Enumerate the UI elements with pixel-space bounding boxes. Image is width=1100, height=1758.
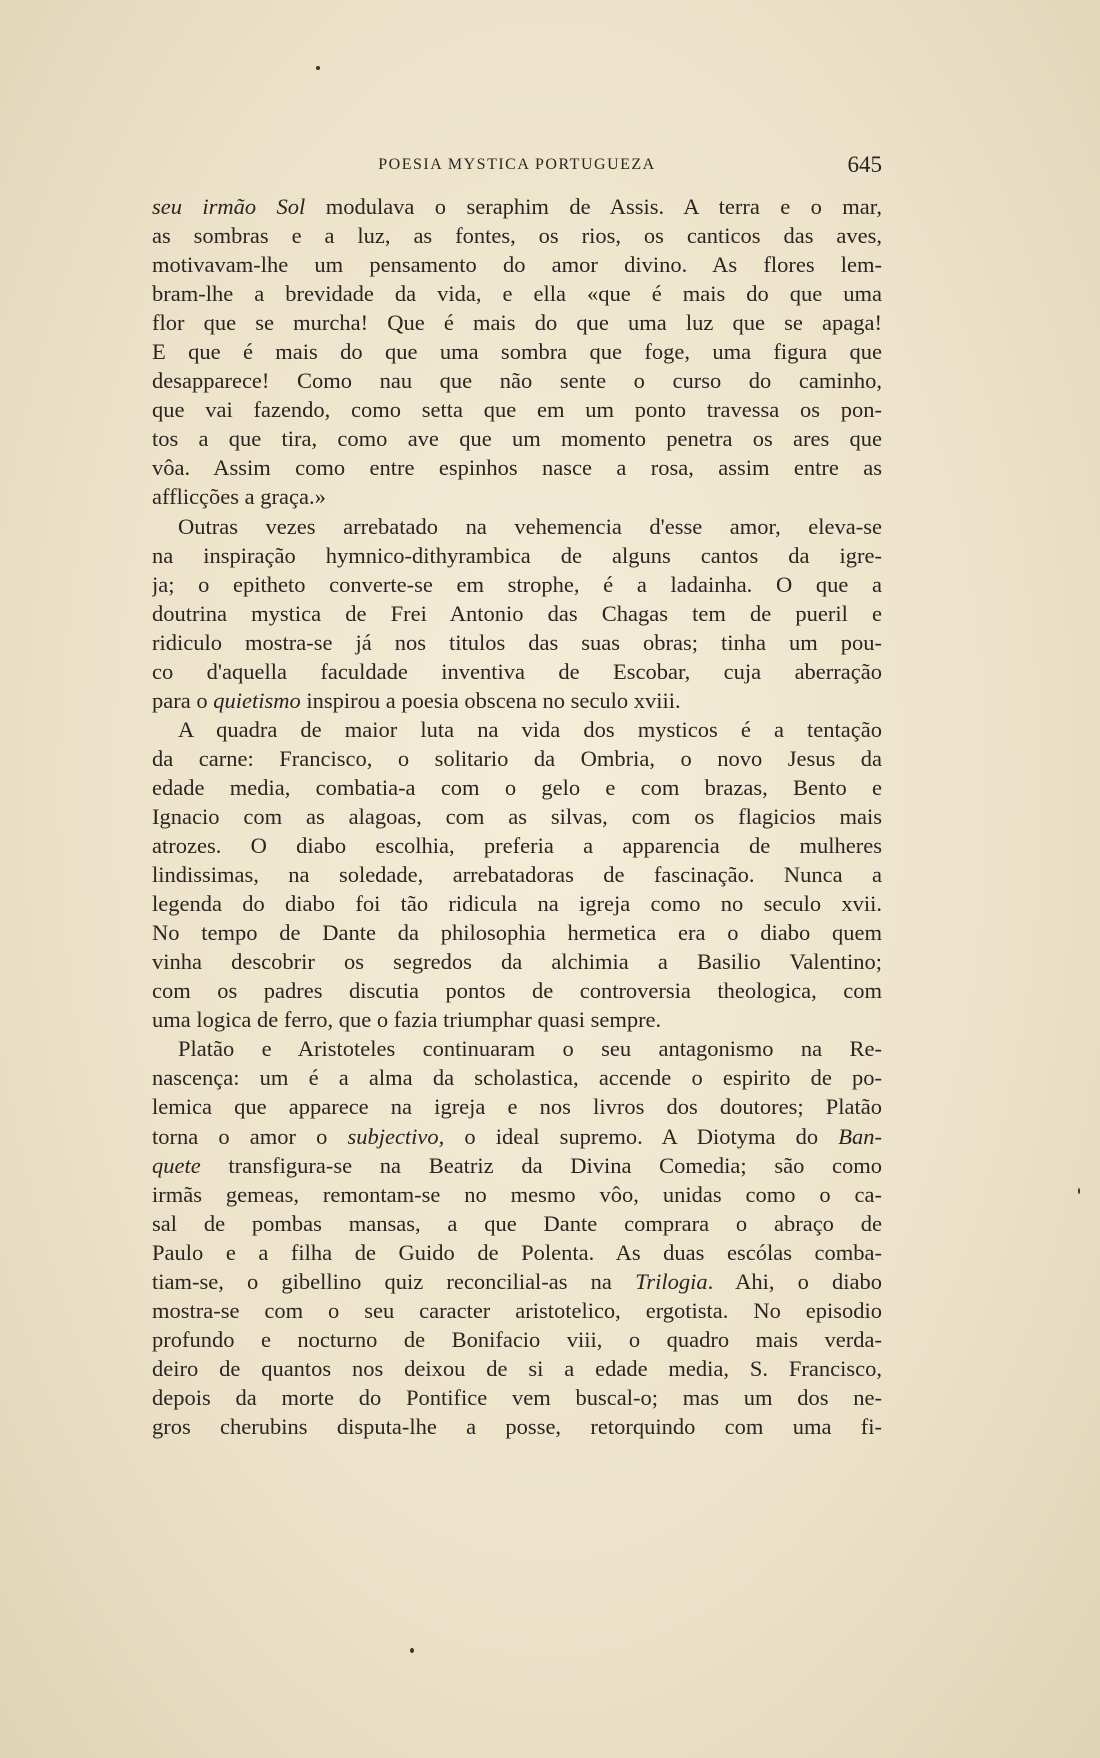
text-segment: na inspiração hymnico-dithyrambica de alguns cantos da igre- [152,542,882,568]
text-line [152,1151,882,1180]
text-segment: gros cherubins disputa-lhe a posse, retorquindo com uma fi- [152,1413,882,1439]
italic-text: Trilogia [635,1268,708,1294]
text-segment: profundo e nocturno de Bonifacio viii, o quadro mais verda- [152,1326,882,1352]
text-line [152,686,882,715]
text-line [152,512,882,541]
text-segment: atrozes. O diabo escolhia, preferia a apparencia de mulheres [152,833,882,859]
text-segment: inspirou a poesia obscena no seculo xviii. [300,687,681,713]
text-segment: as sombras e a luz, as fontes, os rios, os canticos das aves, [152,223,882,249]
text-segment: ridiculo mostra-se já nos titulos das suas obras; tinha um pou- [152,629,882,655]
text-line [152,889,882,918]
text-segment: afflicções a graça.» [152,484,326,510]
text-line [152,1209,882,1238]
text-segment: desapparece! Como nau que não sente o curso do caminho, [152,368,882,394]
text-segment: nascença: um é a alma da scholastica, accende o espirito de po- [152,1065,882,1091]
text-segment: Platão e Aristoteles continuaram o seu antagonismo na Re- [178,1036,882,1062]
text-segment: ja; o epitheto converte-se em strophe, é a ladainha. O que a [152,571,882,597]
text-line [152,1180,882,1209]
text-line [152,773,882,802]
text-segment: que vai fazendo, como setta que em um ponto travessa os pon- [152,397,882,423]
text-segment: bram-lhe a brevidade da vida, e ella «que é mais do que uma [152,281,882,307]
text-segment: co d'aquella faculdade inventiva de Escobar, cuja aberração [152,658,882,684]
text-line [152,1325,882,1354]
text-line [152,599,882,628]
text-segment: lindissimas, na soledade, arrebatadoras de fascinação. Nunca a [152,862,882,888]
text-line [152,1063,882,1092]
text-segment: vôa. Assim como entre espinhos nasce a rosa, assim entre as [152,455,882,481]
text-line [152,570,882,599]
text-segment: legenda do diabo foi tão ridicula na igreja como no seculo xvii. [152,891,882,917]
text-line [152,395,882,424]
italic-text: Ban- [838,1123,882,1149]
text-line [152,1034,882,1063]
text-segment: No tempo de Dante da philosophia hermetica era o diabo quem [152,920,882,946]
text-line [152,860,882,889]
ink-speck [410,1648,414,1653]
text-line [152,1238,882,1267]
page-number: 645 [847,152,882,177]
text-line [152,453,882,482]
text-line [152,1122,882,1151]
text-segment: edade media, combatia-a com o gelo e com brazas, Bento e [152,774,882,800]
text-line [152,744,882,773]
text-line [152,1412,882,1441]
italic-text: quietismo [213,687,301,713]
text-segment: A quadra de maior luta na vida dos mysticos é a tentação [178,716,882,742]
text-segment: deiro de quantos nos deixou de si a edade media, S. Francisco, [152,1355,882,1381]
text-line [152,831,882,860]
text-line [152,279,882,308]
text-segment: tos a que tira, como ave que um momento penetra os ares que [152,426,882,452]
italic-text: quete [152,1152,201,1178]
running-head [152,152,882,182]
text-segment: mostra-se com o seu caracter aristotelico, ergotista. No episodio [152,1297,882,1323]
text-line [152,482,882,511]
text-segment: uma logica de ferro, que o fazia triumphar quasi sempre. [152,1007,662,1033]
text-line [152,424,882,453]
text-line [152,1354,882,1383]
text-line [152,192,882,221]
text-segment: doutrina mystica de Frei Antonio das Chagas tem de pueril e [152,600,882,626]
text-line [152,1092,882,1121]
text-line [152,366,882,395]
text-segment: motivavam-lhe um pensamento do amor divino. As flores lem- [152,252,882,278]
text-line [152,657,882,686]
text-line [152,947,882,976]
text-segment: modulava o seraphim de Assis. A terra e o mar, [305,194,882,219]
text-segment: vinha descobrir os segredos da alchimia a Basilio Valentino; [152,949,882,975]
text-segment: depois da morte do Pontifice vem buscal-o; mas um dos ne- [152,1384,882,1410]
text-line [152,918,882,947]
text-segment: tiam-se, o gibellino quiz reconcilial-as na [152,1268,636,1294]
ink-speck [1078,1188,1080,1194]
text-line [152,1383,882,1412]
text-segment: com os padres discutia pontos de controversia theologica, com [152,978,882,1004]
text-line [152,541,882,570]
text-segment: . Ahi, o diabo [707,1268,882,1294]
text-segment: para o [152,687,214,713]
text-segment: torna o amor o [152,1123,348,1149]
italic-text: subjectivo, [347,1123,445,1149]
text-line [152,337,882,366]
text-segment: Paulo e a filha de Guido de Polenta. As duas escólas comba- [152,1239,882,1265]
text-line [152,1267,882,1296]
text-segment: Outras vezes arrebatado na vehemencia d'esse amor, eleva-se [178,513,882,539]
text-segment: E que é mais do que uma sombra que foge, uma figura que [152,339,882,365]
text-segment: sal de pombas mansas, a que Dante comprara o abraço de [152,1210,882,1236]
text-segment: lemica que apparece na igreja e nos livros dos doutores; Platão [152,1094,882,1120]
text-segment: irmãs gemeas, remontam-se no mesmo vôo, unidas como o ca- [152,1181,882,1207]
body-text [152,192,882,1441]
text-line [152,308,882,337]
text-segment: o ideal supremo. A Diotyma do [444,1123,839,1149]
text-line [152,1005,882,1034]
text-line [152,976,882,1005]
running-title: POESIA MYSTICA PORTUGUEZA [378,156,656,173]
text-line [152,1296,882,1325]
text-segment: transfigura-se na Beatriz da Divina Comedia; são como [200,1152,882,1178]
text-line [152,715,882,744]
text-segment: flor que se murcha! Que é mais do que uma luz que se apaga! [152,310,882,336]
text-segment: da carne: Francisco, o solitario da Ombria, o novo Jesus da [152,745,882,771]
text-line [152,250,882,279]
text-segment: Ignacio com as alagoas, com as silvas, com os flagicios mais [152,803,882,829]
text-line [152,628,882,657]
text-line [152,802,882,831]
italic-text: seu irmão Sol [152,194,306,219]
text-line [152,221,882,250]
ink-speck [316,66,320,70]
